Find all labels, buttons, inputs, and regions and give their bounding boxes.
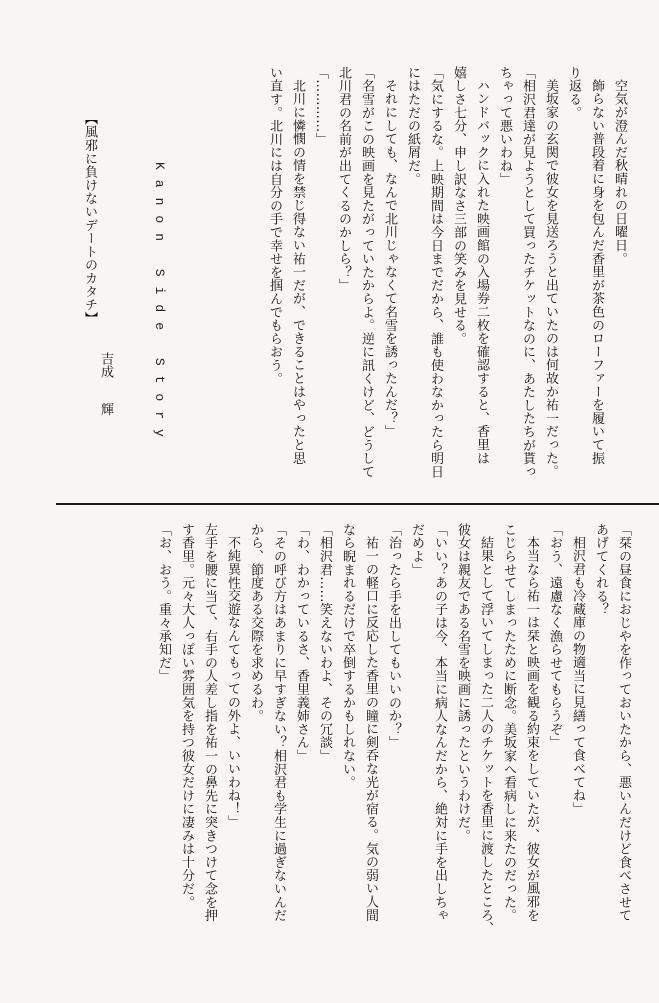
text-line: ハンドバックに入れた映画館の入場券二枚を確認すると、香里は [474,79,489,465]
text-line: 不純異性交遊なんてもっての外よ、いいわね！」 [225,536,240,829]
text-line: にはただの紙屑だ。 [405,66,420,186]
author-given-name: 輝 [98,402,113,416]
text-line: 「名雪がこの映画を見たがっていたからよ。逆に訊くけど、どうして [359,66,374,479]
text-line: 祐一の軽口に反応した香里の瞳に剣呑な光が宿る。気の弱い人間 [363,536,378,922]
text-line: 「相沢君達が見ようとして買ったチケットなのに、あたしたちが貰っ [520,66,535,479]
text-line: 結果として浮いてしまった二人のチケットを香里に渡したところ、 [478,536,493,935]
text-line: 本当なら祐一は栞と映画を観る約束をしていたが、彼女が風邪を [524,536,539,922]
text-line: 飾らない普段着に身を包んだ香里が茶色のローファーを履いて振 [589,79,604,465]
text-line: から、節度ある交際を求めるわ。 [248,523,263,723]
text-line: それにしても、なんで北川じゃなくて名雪を誘ったんだ？」 [382,79,397,439]
text-line: 空気が澄んだ秋晴れの日曜日。 [612,79,627,266]
text-line: 「…………」 [313,66,328,146]
text-line: 「その呼び方はあまりに早すぎない？相沢君も学生に過ぎないんだ [271,523,286,922]
text-line: 「わ、わかっているさ、香里義姉さん」 [294,523,309,763]
text-line: だめよ」 [409,523,424,577]
text-line: 「相沢君……笑えないわよ、その冗談」 [317,523,332,763]
text-line: 彼女は親友である名雪を映画に誘ったというわけだ。 [455,523,470,843]
text-line: す香里。元々大人っぽい雰囲気を持つ彼女だけに凄みは十分だ。 [179,523,194,909]
text-line: 「栞の昼食におじやを作っておいたから、悪いんだけど食べさせて [616,523,631,922]
text-line: なら睨まれるだけで卒倒するかもしれない。 [340,523,355,789]
upper-text-block [261,66,629,486]
text-line: 北川君の名前が出てくるのかしら？」 [336,66,351,293]
story-subtitle: Kanon Side Story [152,162,167,447]
author-name [96,352,115,416]
text-line: ちゃって悪いわね」 [497,66,512,186]
text-line: 相沢君も冷蔵庫の物適当に見繕って食べてね」 [570,536,585,816]
text-line: こじらせてしまったために断念。美坂家へ看病しに来たのだった。 [501,523,516,922]
text-line: 「気にするな。上映期間は今日までだから、誰も使わなかったら明日 [428,66,443,479]
text-line: 美坂家の玄関で彼女を見送ろうと出ていたのは何故か祐一だった。 [543,79,558,478]
text-line: 左手を腰に当て、右手の人差し指を祐一の鼻先に突きつけて念を押 [202,523,217,922]
lower-text-block [150,523,633,963]
section-divider [56,503,659,505]
story-title: 【風邪に負けないデートのカタチ】 [82,112,97,325]
text-line: 「いい？あの子は今、本当に病人なんだから、絶対に手を出しちゃ [432,523,447,922]
text-line: 北川に憐憫の情を禁じ得ない祐一だが、できることはやったと思 [290,79,305,465]
author-family-name: 吉成 [98,352,113,379]
text-line: 「お、おう。重々承知だ」 [156,523,171,683]
text-line: 嬉しさ七分、申し訳なさ三部の笑みを見せる。 [451,66,466,346]
text-line: 「治ったら手を出してもいいのか？」 [386,523,401,750]
text-line: り返る。 [566,66,581,120]
text-line: い直す。北川には自分の手で幸せを掴んでもらおう。 [267,66,282,386]
text-line: 「おう、遠慮なく漁らせてもらうぞ」 [547,523,562,750]
text-line: あげてくれる？ [593,523,608,617]
